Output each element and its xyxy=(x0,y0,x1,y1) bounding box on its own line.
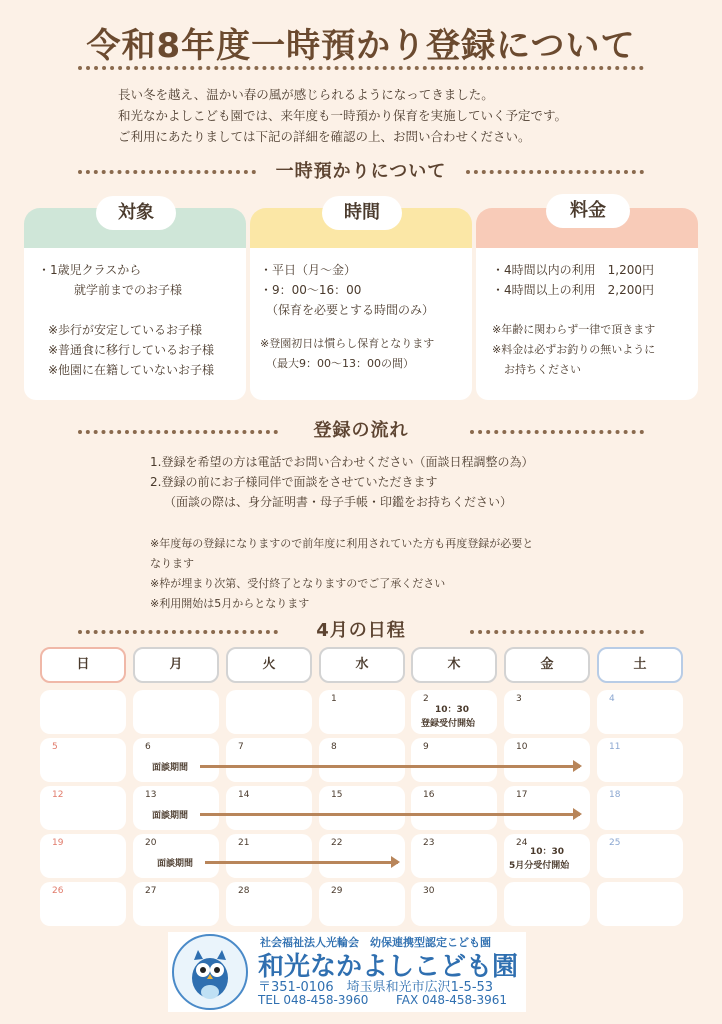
calendar-day-number: 28 xyxy=(238,886,250,896)
calendar-day-number: 5 xyxy=(52,742,58,752)
calendar-day-number: 20 xyxy=(145,838,157,848)
calendar-cell xyxy=(40,738,126,782)
calendar-day-number: 2 xyxy=(423,694,429,704)
card-target xyxy=(24,202,246,400)
calendar-cell xyxy=(597,882,683,926)
calendar-cell xyxy=(40,834,126,878)
card-line: ・4時間以内の利用 1,200円 xyxy=(492,263,654,277)
intro-line: 長い冬を越え、温かい春の風が感じられるようになってきました。 xyxy=(118,87,494,102)
calendar-cell xyxy=(597,738,683,782)
calendar-cell xyxy=(597,786,683,830)
calendar-day-number: 14 xyxy=(238,790,250,800)
weekday-wed: 水 xyxy=(319,647,405,683)
card-note: ※普通食に移行しているお子様 xyxy=(48,343,215,357)
calendar-cell xyxy=(40,882,126,926)
calendar-cell xyxy=(226,786,312,830)
calendar-day-number: 1 xyxy=(331,694,337,704)
calendar-day-number: 29 xyxy=(331,886,343,896)
calendar-cell xyxy=(133,882,219,926)
flow-text xyxy=(150,452,533,614)
calendar-day-number: 6 xyxy=(145,742,151,752)
section-divider-right xyxy=(470,630,644,634)
calendar-cell xyxy=(133,690,219,734)
weekday-sat: 土 xyxy=(597,647,683,683)
interview-period-arrow xyxy=(200,813,580,816)
flow-step: 1.登録を希望の方は電話でお問い合わせください（面談日程調整の為） xyxy=(150,455,534,469)
calendar-cell xyxy=(226,834,312,878)
calendar-cell xyxy=(411,786,497,830)
calendar-cell xyxy=(226,738,312,782)
owl-logo-icon xyxy=(170,932,250,1012)
card-line: ・9：00～16：00 xyxy=(260,283,362,297)
calendar-day-number: 21 xyxy=(238,838,250,848)
flow-step: 2.登録の前にお子様同伴で面談をさせていただきます xyxy=(150,475,438,489)
flow-note: ※利用開始は5月からとなります xyxy=(150,597,310,610)
card-line: （保育を必要とする時間のみ） xyxy=(266,303,435,317)
calendar-day-number: 3 xyxy=(516,694,522,704)
footer-org: 社会福祉法人光輪会 幼保連携型認定こども園 xyxy=(260,936,491,949)
section-divider-left xyxy=(78,430,278,434)
footer-tel: TEL 048-458-3960 xyxy=(258,993,369,1007)
section-divider-right xyxy=(466,170,644,174)
calendar-cell xyxy=(504,690,590,734)
calendar-day-number: 16 xyxy=(423,790,435,800)
event-label: 登録受付開始 xyxy=(421,719,476,729)
interview-period-label: 面談期間 xyxy=(152,763,189,773)
calendar-day-number: 23 xyxy=(423,838,435,848)
card-line: ・1歳児クラスから xyxy=(38,263,142,277)
calendar-cell xyxy=(319,690,405,734)
interview-period-arrow xyxy=(200,765,580,768)
title-divider xyxy=(78,66,644,70)
footer-address: 〒351-0106 埼玉県和光市広沢1-5-53 xyxy=(258,980,494,995)
section-title-about: 一時預かりについて xyxy=(275,161,447,182)
card-note: ※歩行が安定しているお子様 xyxy=(48,323,203,337)
card-note: ※登園初日は慣らし保育となります xyxy=(260,337,435,350)
calendar-cell xyxy=(40,786,126,830)
event-label: 5月分受付開始 xyxy=(509,861,570,871)
card-target-title: 対象 xyxy=(96,196,176,230)
calendar-day-number: 24 xyxy=(516,838,528,848)
calendar-cell xyxy=(226,882,312,926)
calendar-cell xyxy=(504,882,590,926)
flow-step: （面談の際は、身分証明書・母子手帳・印鑑をお持ちください） xyxy=(164,495,513,509)
calendar-cell xyxy=(411,882,497,926)
section-divider-left xyxy=(78,630,278,634)
calendar-day-number: 12 xyxy=(52,790,64,800)
calendar-day-number: 18 xyxy=(609,790,621,800)
calendar-day-number: 8 xyxy=(331,742,337,752)
card-line: ・平日（月～金） xyxy=(260,263,357,277)
calendar-day-number: 11 xyxy=(609,742,621,752)
card-note: （最大9：00～13：00の間） xyxy=(266,357,414,370)
weekday-thu: 木 xyxy=(411,647,497,683)
calendar-cell xyxy=(319,738,405,782)
weekday-tue: 火 xyxy=(226,647,312,683)
page-title: 令和8年度一時預かり登録について xyxy=(86,26,636,66)
calendar-cell xyxy=(411,834,497,878)
calendar-cell xyxy=(597,690,683,734)
flow-note: なります xyxy=(150,557,194,570)
calendar-cell xyxy=(40,690,126,734)
weekday-fri: 金 xyxy=(504,647,590,683)
calendar-day-number: 27 xyxy=(145,886,157,896)
calendar-day-number: 9 xyxy=(423,742,429,752)
card-time-title: 時間 xyxy=(322,196,402,230)
card-line: 就学前までのお子様 xyxy=(74,283,183,297)
card-note: お持ちください xyxy=(504,363,581,376)
card-line: ・4時間以上の利用 2,200円 xyxy=(492,283,654,297)
calendar-cell xyxy=(411,738,497,782)
section-title-flow: 登録の流れ xyxy=(313,420,409,441)
calendar-day-number: 26 xyxy=(52,886,64,896)
calendar-cell xyxy=(319,786,405,830)
flow-note: ※年度毎の登録になりますので前年度に利用されていた方も再度登録が必要と xyxy=(150,537,534,550)
calendar-day-number: 15 xyxy=(331,790,343,800)
card-time xyxy=(250,202,472,400)
event-time: 10：30 xyxy=(530,847,565,857)
weekday-sun: 日 xyxy=(40,647,126,683)
calendar-day-number: 30 xyxy=(423,886,435,896)
section-title-schedule: 4月の日程 xyxy=(316,620,406,641)
calendar-day-number: 25 xyxy=(609,838,621,848)
card-fee-title: 料金 xyxy=(546,194,630,228)
card-note: ※年齢に関わらず一律で頂きます xyxy=(492,323,656,336)
footer-banner xyxy=(168,932,526,1012)
calendar-cell xyxy=(226,690,312,734)
intro-line: 和光なかよしこども園では、来年度も一時預かり保育を実施していく予定です。 xyxy=(118,108,568,123)
section-divider-right xyxy=(470,430,644,434)
intro-line: ご利用にあたりましては下記の詳細を確認の上、お問い合わせください。 xyxy=(118,129,531,144)
footer-name: 和光なかよしこども園 xyxy=(258,952,519,982)
calendar-day-number: 17 xyxy=(516,790,528,800)
calendar-day-number: 22 xyxy=(331,838,343,848)
calendar-day-number: 13 xyxy=(145,790,157,800)
calendar-day-number: 4 xyxy=(609,694,615,704)
interview-period-label: 面談期間 xyxy=(157,859,194,869)
card-fee xyxy=(476,200,698,400)
calendar-day-number: 19 xyxy=(52,838,64,848)
calendar-day-number: 7 xyxy=(238,742,244,752)
weekday-mon: 月 xyxy=(133,647,219,683)
interview-period-arrow xyxy=(205,861,398,864)
flow-note: ※枠が埋まり次第、受付終了となりますのでご了承ください xyxy=(150,577,446,590)
interview-period-label: 面談期間 xyxy=(152,811,189,821)
calendar-cell xyxy=(597,834,683,878)
footer-fax: FAX 048-458-3961 xyxy=(396,993,508,1007)
intro-text xyxy=(118,84,567,147)
card-note: ※料金は必ずお釣りの無いように xyxy=(492,343,656,356)
calendar-cell xyxy=(319,882,405,926)
calendar-day-number: 10 xyxy=(516,742,528,752)
event-time: 10：30 xyxy=(435,705,470,715)
section-divider-left xyxy=(78,170,256,174)
card-note: ※他園に在籍していないお子様 xyxy=(48,363,215,377)
